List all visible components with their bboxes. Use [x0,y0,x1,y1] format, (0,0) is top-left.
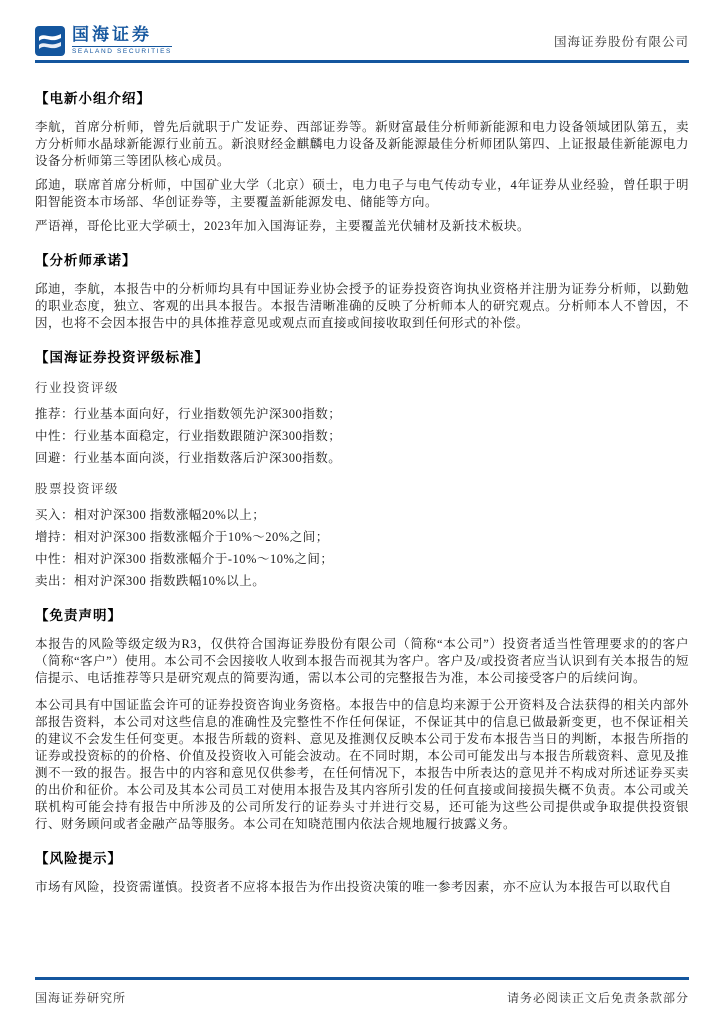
brand-text [72,26,172,56]
industry-rating-title: 行业投资评级 [35,381,120,395]
section-heading-analyst-commitment: 【分析师承诺】 [35,253,137,268]
stock-rating-item: 卖出：相对沪深300 指数跌幅10%以上。 [35,574,266,588]
stock-rating-item: 中性：相对沪深300 指数涨幅介于-10%～10%之间； [35,552,334,566]
industry-rating-item: 回避：行业基本面向淡，行业指数落后沪深300指数。 [35,451,342,465]
header-divider [35,60,689,63]
industry-rating-item: 中性：行业基本面稳定，行业指数跟随沪深300指数； [35,429,342,443]
footer-research-institute: 国海证券研究所 [35,991,127,1005]
sealand-logo [35,26,172,56]
page-header [35,22,689,60]
section-heading-team-intro: 【电新小组介绍】 [35,91,151,106]
stock-rating-item: 买入：相对沪深300 指数涨幅20%以上； [35,508,266,522]
team-paragraph: 邱迪，联席首席分析师，中国矿业大学（北京）硕士，电力电子与电气传动专业，4年证券从业经验，曾任职于明阳智能资本市场部、华创证券等，主要覆盖新能源发电、储能等方向。 [35,178,689,209]
team-paragraph: 李航，首席分析师，曾先后就职于广发证券、西部证券等。新财富最佳分析师新能源和电力设备领域团队第五，卖方分析师水晶球新能源行业前五。新浪财经金麒麟电力设备及新能源最佳分析师团队第四、上证报最佳新能源电力设备分析师第三等团队核心成员。 [35,120,689,168]
disclaimer-paragraph: 本报告的风险等级定级为R3，仅供符合国海证券股份有限公司（简称“本公司”）投资者适当性管理要求的的客户（简称“客户”）使用。本公司不会因接收人收到本报告而视其为客户。客户及/或投资者应当认识到有关本报告的短信提示、电话推荐等只是研究观点的简要沟通，需以本公司的完整报告为准，本公司接受客户的后续问询。 [35,637,689,685]
risk-paragraph: 市场有风险，投资需谨慎。投资者不应将本报告为作出投资决策的唯一参考因素，亦不应认为本报告可以取代自 [35,880,673,894]
section-heading-disclaimer: 【免责声明】 [35,608,122,623]
stock-rating-item: 增持：相对沪深300 指数涨幅介于10%～20%之间； [35,530,329,544]
stock-rating-title: 股票投资评级 [35,482,120,496]
industry-rating-item: 推荐：行业基本面向好，行业指数领先沪深300指数； [35,407,342,421]
footer-disclaimer-note: 请务必阅读正文后免责条款部分 [506,991,689,1005]
page-footer [35,977,689,1006]
sealand-logo-icon [35,26,65,56]
report-body [35,87,689,896]
team-paragraph: 严语禅，哥伦比亚大学硕士，2023年加入国海证券，主要覆盖光伏辅材及新技术板块。 [35,219,531,233]
footer-divider [35,977,689,980]
section-heading-risk-warning: 【风险提示】 [35,851,122,866]
section-heading-rating-standard: 【国海证券投资评级标准】 [35,350,209,365]
disclaimer-paragraph: 本公司具有中国证监会许可的证券投资咨询业务资格。本报告中的信息均来源于公开资料及合法获得的相关内部外部报告资料，本公司对这些信息的准确性及完整性不作任何保证，不保证其中的信息已做最新变更，也不保证相关的建议不会发生任何变更。本报告所载的资料、意见及推测仅反映本公司于发布本报告当日的判断，本报告所指的证券或投资标的的价格、价值及投资收入可能会波动。在不同时期，本公司可能发出与本报告所载资料、意见及推测不一致的报告。报告中的内容和意见仅供参考，在任何情况下，本报告中所表达的意见并不构成对所述证券买卖的出价和征价。本公司及其本公司员工对使用本报告及其内容所引发的任何直接或间接损失概不负责。本公司或关联机构可能会持有报告中所涉及的公司所发行的证券头寸并进行交易，还可能为这些公司提供或争取提供投资银行、财务顾问或者金融产品等服务。本公司在知晓范围内依法合规地履行披露义务。 [35,698,689,831]
brand-name-cn: 国海证券 [72,25,152,45]
brand-name-en: SEALAND SECURITIES [72,48,172,56]
company-name: 国海证券股份有限公司 [553,35,689,49]
commitment-paragraph: 邱迪，李航，本报告中的分析师均具有中国证券业协会授予的证券投资咨询执业资格并注册为证券分析师，以勤勉的职业态度，独立、客观的出具本报告。本报告清晰准确的反映了分析师本人的研究观点。分析师本人不曾因，不因，也将不会因本报告中的具体推荐意见或观点而直接或间接收取到任何形式的补偿。 [35,282,689,330]
